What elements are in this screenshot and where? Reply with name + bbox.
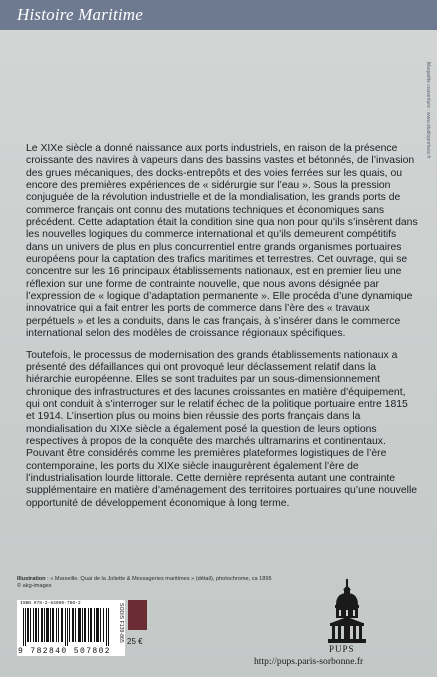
illustration-text: : « Marseille. Quai de la Joliette & Messageries maritimes » (détail), photochrome, ca 1895 xyxy=(45,576,272,582)
illustration-caption xyxy=(17,576,297,583)
product-code: F139-865 xyxy=(118,620,124,643)
barcode-digits: 9 782840 507802 xyxy=(18,647,112,656)
illustration-label: Illustration xyxy=(17,576,46,582)
publisher-url: http://pups.paris-sorbonne.fr xyxy=(254,656,364,667)
distributor-code-block xyxy=(113,600,125,656)
cover-design-credit-text: Maquette couverture : www.studiopreface.fr xyxy=(425,62,431,159)
blurb-paragraph-1: Le XIXe siècle a donné naissance aux ports industriels, en raison de la présence croissante des navires à vapeurs dans des bassins vastes et bétonnés, de l’invasion des grues mécaniques, des docks-entrepôts et des voies ferrées sur les quais, ou encore des premières expériences de « sidérurgie sur l’eau ». Sous la pression conjuguée de la révolution industrielle et de la mondialisation, les grands ports de commerce français ont connu des mutations techniques et économiques sans précédent. Cette adaptation était la condition sine qua non pour qu’ils s’insèrent dans les nouvelles logiques du commerce international et qu’ils demeurent compétitifs dans un univers de plus en plus concurrentiel entre grands organismes portuaires européens pour la captation des trafics maritimes et terrestres. Cet ouvrage, qui se concentre sur les 16 principaux établissements nationaux, est en premier lieu une réflexion sur une forme de contrainte nouvelle, que nous avons désignée par l’expression de « logique d’adaptation permanente ». Elle procéda d’une dynamique innovatrice qui a fait entrer les ports de commerce dans l’ère des « travaux perpétuels » et les a conduits, dans le cas français, à s’insérer dans le commerce international selon des modèles de croissance régionaux spécifiques. xyxy=(26,143,418,340)
blurb xyxy=(26,143,418,510)
isbn-label: ISBN 978-2-84050-780-2 xyxy=(20,601,81,606)
illustration-credit xyxy=(17,576,297,591)
distributor-name: SODIS xyxy=(118,603,124,620)
barcode xyxy=(17,600,113,656)
price-color-swatch xyxy=(128,600,147,630)
cover-design-credit xyxy=(423,62,433,302)
publisher-logo-text: PUPS xyxy=(329,644,355,654)
price: 25 € xyxy=(127,637,143,646)
photo-credit: © akg-images xyxy=(17,583,52,590)
pups-building-logo-icon xyxy=(327,579,367,643)
barcode-bars-icon xyxy=(23,608,109,646)
distributor-code xyxy=(117,603,123,643)
series-title: Histoire Maritime xyxy=(17,5,144,24)
series-band xyxy=(0,0,437,30)
blurb-paragraph-2: Toutefois, le processus de modernisation des grands établissements nationaux a présenté des défaillances qui ont provoqué leur déclassement relatif dans la hiérarchie européenne. Elles se sont traduites par un sous-dimensionnement chronique des infrastructures et des lacunes croissantes en matière d’équipement, qui ont conduit à s’interroger sur le relatif échec de la politique portuaire entre 1815 et 1914. L’insertion plus ou moins bien réussie des ports français dans la mondialisation du XIXe siècle a également posé la question de leurs options respectives à propos de la conquête des marchés ultramarins et continentaux. Pouvant être considérés comme les premières plateformes logistiques de l’ère contemporaine, les ports du XIXe siècle inaugurèrent également l’ère de l’industrialisation lourde littorale. Cette dernière représenta autant une contrainte supplémentaire en matière d’aménagement des territoires portuaires qu’une nouvelle opportunité de développement économique à long terme. xyxy=(26,349,418,509)
